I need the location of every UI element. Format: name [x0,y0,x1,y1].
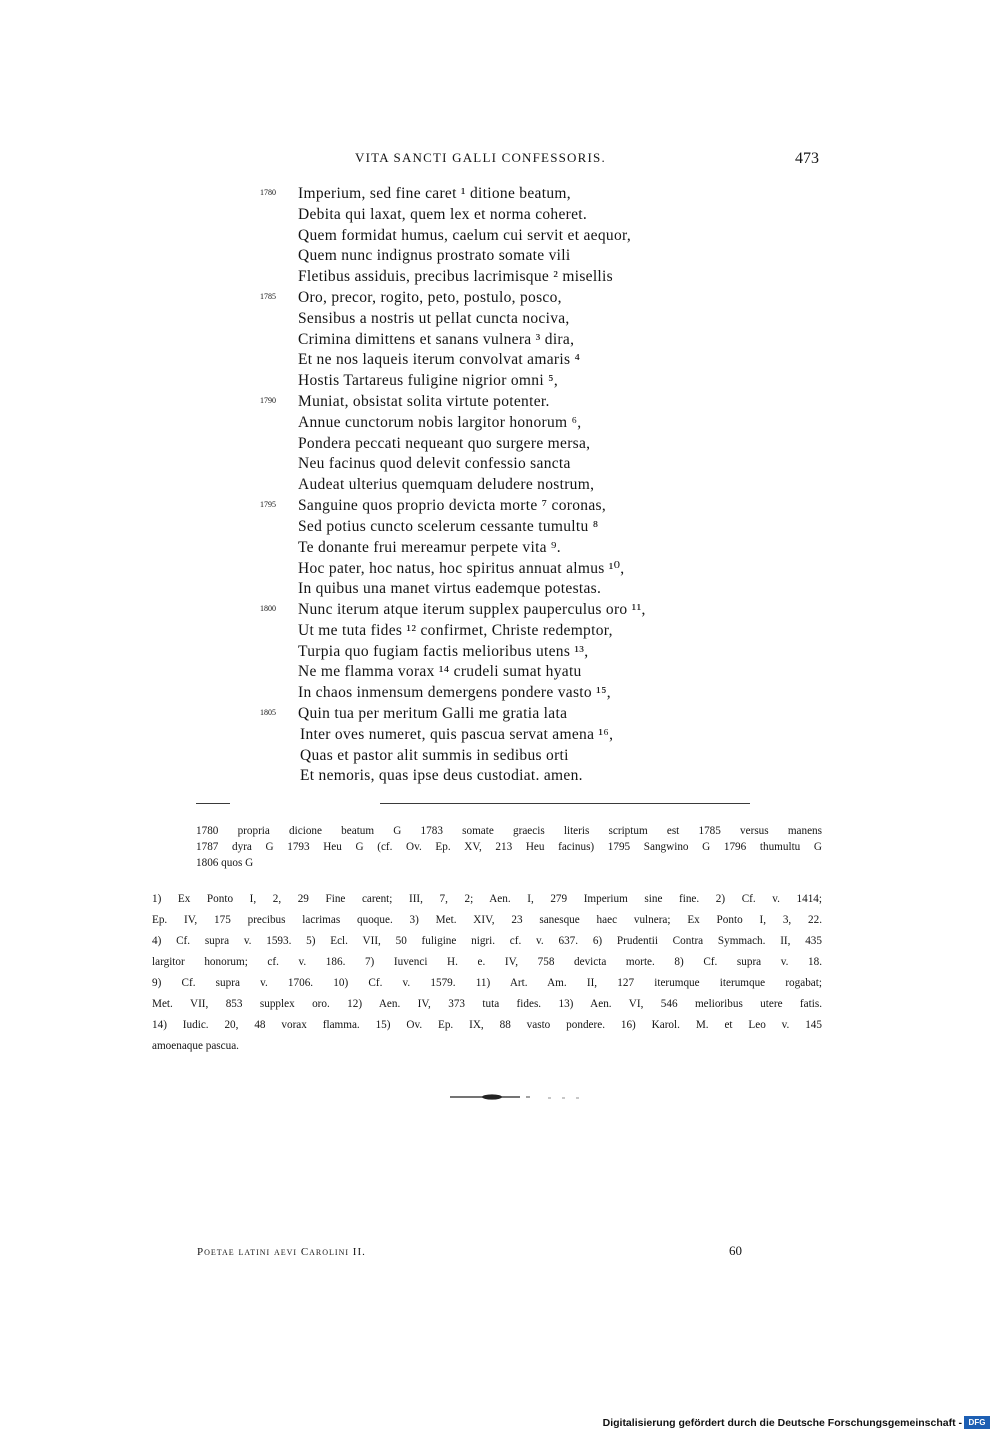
verse-text: Audeat ulterius quemquam deludere nostrum, [298,476,595,494]
verse-line [0,393,1000,414]
line-number: 1780 [260,188,276,197]
verse-text: In chaos inmensum demergens pondere vasto ¹⁵, [298,684,611,702]
verse-text: Debita qui laxat, quem lex et norma coheret. [298,205,588,223]
verse-text: Et nemoris, quas ipse deus custodiat. amen. [300,767,583,785]
footnote-line: 9) Cf. supra v. 1706. 10) Cf. v. 1579. 11) Art. Am. II, 127 iterumque iterumque rogabat; [152,977,822,989]
verse-text: Quem formidat humus, caelum cui servit et aequor, [298,226,632,244]
footnote-line: Ep. IV, 175 precibus lacrimas quoque. 3) Met. XIV, 23 sanesque haec vulnera; Ex Ponto I, 3, 22. [152,914,822,926]
running-title: VITA SANCTI GALLI CONFESSORIS. [355,150,606,165]
verse-text: Hostis Tartareus fuligine nigrior omni ⁵, [298,372,558,390]
verse-text: Ne me flamma vorax ¹⁴ crudeli sumat hyatu [298,663,582,681]
verse-line [0,331,1000,352]
verse-text: Sensibus a nostris ut pellat cuncta nociva, [298,309,570,327]
verse-line [0,268,1000,289]
apparatus-line: 1787 dyra G 1793 Heu G (cf. Ov. Ep. XV, 213 Heu facinus) 1795 Sangwino G 1796 thumultu G [196,841,822,853]
verse-line [0,559,1000,580]
verse-line [0,414,1000,435]
verse-text: Muniat, obsistat solita virtute potenter. [298,393,550,410]
verse-line [0,455,1000,476]
separator-rule-left [196,803,230,804]
verse-line [0,247,1000,268]
line-number: 1795 [260,500,276,509]
footnote-line: 14) Iudic. 20, 48 vorax flamma. 15) Ov. Ep. IX, 88 vasto pondere. 16) Karol. M. et Leo v. 145 [152,1019,822,1031]
verse-line [0,643,1000,664]
verse-line [0,580,1000,601]
verse-line [0,476,1000,497]
footnote-line: 1) Ex Ponto I, 2, 29 Fine carent; III, 7, 2; Aen. I, 279 Imperium sine fine. 2) Cf. v. 1414; [152,893,822,905]
verse-text: Annue cunctorum nobis largitor honorum ⁶, [298,413,582,431]
verse-text: Turpia quo fugiam factis melioribus utens ¹³, [298,642,589,660]
footnote-line: amoenaque pascua. [152,1040,239,1052]
verse-line [0,185,1000,206]
footnote-line: Met. VII, 853 supplex oro. 12) Aen. IV, 373 tuta fides. 13) Aen. VI, 546 melioribus utere fatis. [152,998,822,1010]
verse-text: Oro, precor, rogito, peto, postulo, posco, [298,289,562,306]
verse-text: Ut me tuta fides ¹² confirmet, Christe redemptor, [298,621,613,639]
verse-line [0,518,1000,539]
verse-line [0,663,1000,684]
verse-line [0,435,1000,456]
verse-line [0,684,1000,705]
page-number: 473 [795,150,819,167]
footer-signature: 60 [729,1243,742,1258]
dfg-logo: DFG [964,1416,990,1429]
verse-text: Quas et pastor alit summis in sedibus orti [300,746,569,764]
footnote-line: largitor honorum; cf. v. 186. 7) Iuvenci H. e. IV, 758 devicta morte. 8) Cf. supra v. 18. [152,956,822,968]
ornament-divider [450,1090,590,1104]
verse-text: Pondera peccati nequeant quo surgere mersa, [298,434,591,452]
verse-line [0,705,1000,726]
verse-text: Te donante frui mereamur perpete vita ⁹. [298,538,561,556]
verse-text: Hoc pater, hoc natus, hoc spiritus annuat almus ¹⁰, [298,560,625,578]
verse-line [0,206,1000,227]
verse-text: Quin tua per meritum Galli me gratia lata [298,705,568,722]
verse-line [0,289,1000,310]
footer-volume-title: Poetae latini aevi Carolini II. [197,1246,366,1258]
verse-text: In quibus una manet virtus eademque potestas. [298,580,602,598]
apparatus-line: 1780 propria dicione beatum G 1783 somate graecis literis scriptum est 1785 versus manens [196,825,822,837]
verse-line [0,767,1000,788]
line-number: 1790 [260,396,276,405]
verse-text: Et ne nos laqueis iterum convolvat amaris ⁴ [298,351,581,369]
verse-line [0,372,1000,393]
verse-line [0,622,1000,643]
footnote-line: 4) Cf. supra v. 1593. 5) Ecl. VII, 50 fuligine nigri. cf. v. 637. 6) Prudentii Contra Symmach. II, 435 [152,935,822,947]
digitization-notice: Digitalisierung gefördert durch die Deutsche Forschungsgemeinschaft - [602,1417,962,1429]
verse-line [0,601,1000,622]
line-number: 1805 [260,708,276,717]
verse-text: Crimina dimittens et sanans vulnera ³ dira, [298,330,575,348]
verse-text: Sed potius cuncto scelerum cessante tumultu ⁸ [298,517,599,535]
verse-text: Imperium, sed fine caret ¹ ditione beatum, [298,185,571,202]
verse-line [0,310,1000,331]
line-number: 1785 [260,292,276,301]
verse-text: Sanguine quos proprio devicta morte ⁷ coronas, [298,497,607,514]
verse-text: Fletibus assiduis, precibus lacrimisque ² misellis [298,268,613,286]
verse-line [0,227,1000,248]
verse-line [0,497,1000,518]
verse-text: Quem nunc indignus prostrato somate vili [298,247,571,265]
verse-line [0,539,1000,560]
verse-text: Inter oves numeret, quis pascua servat amena ¹⁶, [300,725,614,743]
verse-line [0,726,1000,747]
apparatus-line: 1806 quos G [196,857,254,869]
verse-line [0,351,1000,372]
verse-text: Nunc iterum atque iterum supplex pauperculus oro ¹¹, [298,601,646,618]
line-number: 1800 [260,604,276,613]
separator-rule-right [380,803,750,804]
verse-line [0,747,1000,768]
verse-text: Neu facinus quod delevit confessio sancta [298,455,571,473]
